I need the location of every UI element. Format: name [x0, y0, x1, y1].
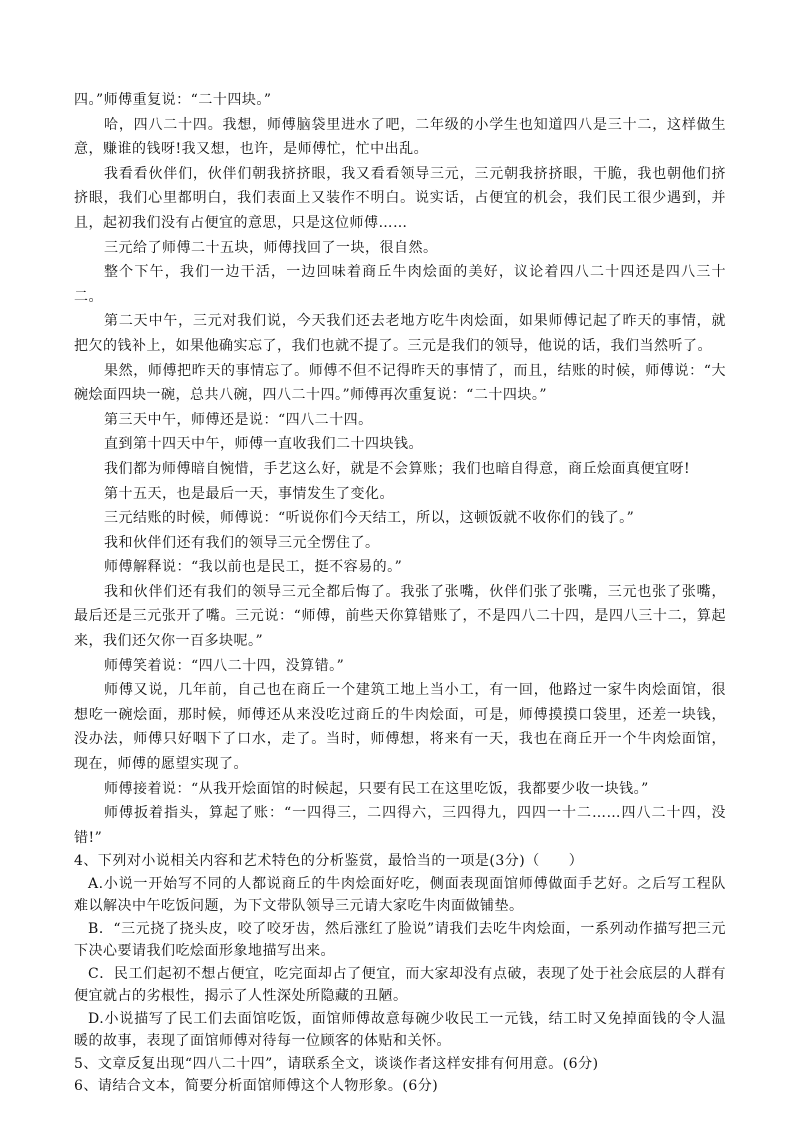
- question-option: C．民工们起初不想占便宜，吃完面却占了便宜，而大家却没有点破，表现了处于社会底层的人群有便宜就占的劣根性，揭示了人性深处所隐藏的丑陋。: [74, 965, 726, 1005]
- story-paragraph: 整个下午，我们一边干活，一边回味着商丘牛肉烩面的美好，议论着四八二十四还是四八三十二。: [74, 264, 726, 305]
- story-paragraph: 师傅解释说：“我以前也是民工，挺不容易的。”: [104, 559, 403, 576]
- question-option: D.小说描写了民工们去面馆吃饭，面馆师傅故意每碗少收民工一元钱，结工时又免掉面钱的令人温暖的故事，表现了面馆师傅对待每一位顾客的体贴和关怀。: [74, 1010, 726, 1050]
- story-paragraph: 哈，四八二十四。我想，师傅脑袋里进水了吧，二年级的小学生也知道四八是三十二，这样做生意，赚谁的钱呀!我又想，也许，是师傅忙，忙中出乱。: [74, 116, 726, 158]
- story-paragraph: 我看看伙伴们，伙伴们朝我挤挤眼，我又看看领导三元，三元朝我挤挤眼，干脆，我也朝他们挤挤眼，我们心里都明白，我们表面上又装作不明白。说实话，占便宜的机会，我们民工很少遇到，并且，起初我们没有占便宜的意思，只是这位师傅……: [74, 165, 726, 231]
- story-paragraph: 果然，师傅把昨天的事情忘了。师傅不但不记得昨天的事情了，而且，结账的时候，师傅说：“大碗烩面四块一碗，总共八碗，四八二十四。”师傅再次重复说：“二十四块。”: [74, 362, 726, 404]
- question-q5: 5、文章反复出现“四八二十四”，请联系全文，谈谈作者这样安排有何用意。(6分): [74, 1055, 599, 1072]
- story-paragraph: 第十五天，也是最后一天，事情发生了变化。: [104, 485, 394, 502]
- question-q4: 4、下列对小说相关内容和艺术特色的分析鉴赏，最恰当的一项是(3分)（ ）: [74, 853, 584, 870]
- question-option: A.小说一开始写不同的人都说商丘的牛肉烩面好吃，侧面表现面馆师傅做面手艺好。之后写工程队难以解决中午吃饭问题，为下文带队领导三元请大家吃牛肉面做铺垫。: [74, 875, 726, 915]
- story-paragraph: 三元给了师傅二十五块，师傅找回了一块，很自然。: [104, 239, 438, 256]
- story-paragraph: 直到第十四天中午，师傅一直收我们二十四块钱。: [104, 436, 423, 453]
- story-paragraph: 我和伙伴们还有我们的领导三元全愣住了。: [104, 534, 380, 551]
- story-paragraph: 第三天中午，师傅还是说：“四八二十四。: [104, 411, 373, 428]
- story-paragraph: 三元结账的时候，师傅说：“听说你们今天结工，所以，这顿饭就不收你们的钱了。”: [104, 510, 635, 527]
- story-paragraph: 师傅扳着指头，算起了账：“一四得三，二四得六，三四得九，四四一十二……四八二十四，没错!”: [74, 805, 726, 846]
- story-paragraph: 我们都为师傅暗自惋惜，手艺这么好，就是不会算账；我们也暗自得意，商丘烩面真便宜呀!: [104, 460, 691, 477]
- story-text: [74, 88, 726, 850]
- story-paragraph: 我和伙伴们还有我们的领导三元全都后悔了。我张了张嘴，伙伴们张了张嘴，三元也张了张嘴，最后还是三元张开了嘴。三元说：“师傅，前些天你算错账了，不是四八二十四，是四八三十二，算起来，我们还欠你一百多块呢。”: [74, 583, 726, 650]
- story-paragraph: 四。”师傅重复说：“二十四块。”: [74, 92, 272, 108]
- story-paragraph: 师傅又说，几年前，自己也在商丘一个建筑工地上当小工，有一回，他路过一家牛肉烩面馆，很想吃一碗烩面，那时候，师傅还从来没吃过商丘的牛肉烩面，可是，师傅摸摸口袋里，还差一块钱，没办法，师傅只好咽下了口水，走了。当时，师傅想，将来有一天，我也在商丘开一个牛肉烩面馆，现在，师傅的愿望实现了。: [74, 682, 726, 773]
- question-section: [74, 850, 726, 1098]
- story-paragraph: 第二天中午，三元对我们说，今天我们还去老地方吃牛肉烩面，如果师傅记起了昨天的事情，就把欠的钱补上，如果他确实忘了，我们也就不提了。三元是我们的领导，他说的话，我们当然听了。: [74, 313, 726, 354]
- question-option: B．“三元挠了挠头皮，咬了咬牙齿，然后涨红了脸说”请我们去吃牛肉烩面，一系列动作描写把三元下决心要请我们吃烩面形象地描写出来。: [74, 920, 726, 960]
- story-paragraph: 师傅笑着说：“四八二十四，没算错。”: [104, 657, 345, 674]
- document-content: [74, 88, 726, 1098]
- story-paragraph: 师傅接着说：“从我开烩面馆的时候起，只要有民工在这里吃饭，我都要少收一块钱。”: [104, 780, 649, 797]
- question-q6: 6、请结合文本，简要分析面馆师傅这个人物形象。(6分): [74, 1078, 439, 1095]
